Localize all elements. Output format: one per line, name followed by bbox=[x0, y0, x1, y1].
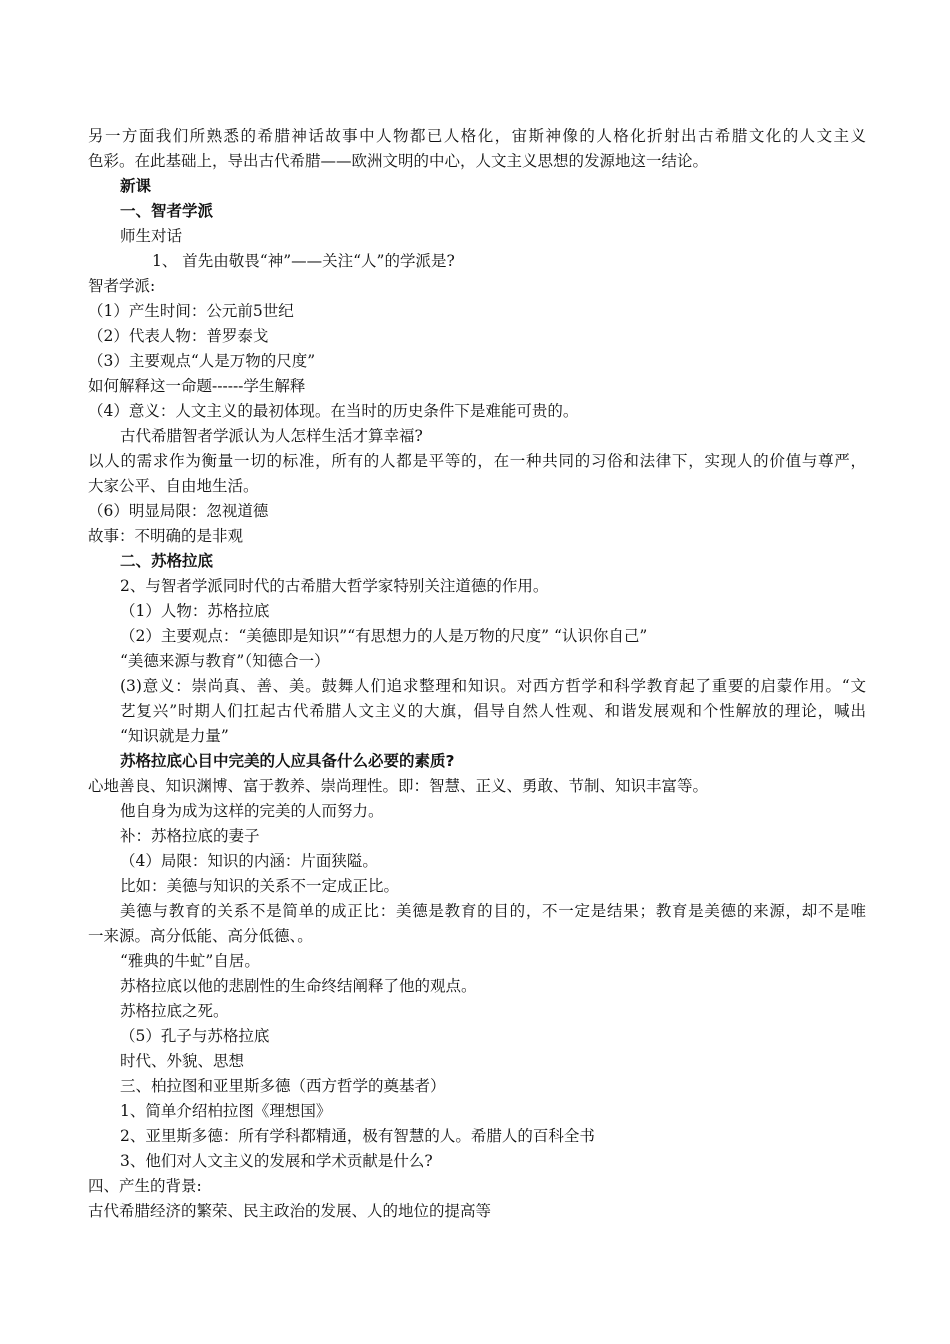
list-item: （1）产生时间：公元前5世纪 bbox=[88, 302, 294, 320]
list-item: （4）意义：人文主义的最初体现。在当时的历史条件下是难能可贵的。 bbox=[88, 402, 579, 420]
paragraph-line: 色彩。在此基础上，导出古代希腊——欧洲文明的中心，人文主义思想的发源地这一结论。 bbox=[88, 152, 709, 170]
list-item: （6）明显局限：忽视道德 bbox=[88, 502, 269, 520]
paragraph-line: 智者学派: bbox=[88, 277, 156, 295]
paragraph-line: 他自身为成为这样的完美的人而努力。 bbox=[120, 802, 384, 820]
question-line: 1、 首先由敬畏“神”——关注“人”的学派是? bbox=[152, 252, 455, 270]
paragraph-line: 故事：不明确的是非观 bbox=[88, 527, 244, 545]
list-item: （1）人物：苏格拉底 bbox=[120, 602, 270, 620]
paragraph-line: 一来源。高分低能、高分低德、。 bbox=[88, 927, 313, 945]
question-heading: 苏格拉底心目中完美的人应具备什么必要的素质? bbox=[120, 752, 455, 770]
list-item: 3、他们对人文主义的发展和学术贡献是什么? bbox=[120, 1152, 433, 1170]
section-heading: 四、产生的背景: bbox=[88, 1177, 202, 1195]
list-item: 2、亚里斯多德：所有学科都精通，极有智慧的人。希腊人的百科全书 bbox=[120, 1127, 595, 1145]
section-heading: 三、柏拉图和亚里斯多德（西方哲学的奠基者） bbox=[120, 1077, 446, 1095]
paragraph-line: 补：苏格拉底的妻子 bbox=[120, 827, 260, 845]
paragraph-line: 苏格拉底之死。 bbox=[120, 1002, 229, 1020]
paragraph-line: 以人的需求作为衡量一切的标准，所有的人都是平等的，在一种共同的习俗和法律下，实现人的价值与尊严， bbox=[88, 452, 866, 470]
paragraph-line: 古代希腊经济的繁荣、民主政治的发展、人的地位的提高等 bbox=[88, 1202, 492, 1220]
paragraph-line: 师生对话 bbox=[120, 227, 183, 245]
list-item: (3)意义：崇尚真、善、美。鼓舞人们追求整理和知识。对西方哲学和科学教育起了重要的启蒙作用。“文 bbox=[120, 677, 866, 695]
question-line: 2、与智者学派同时代的古希腊大哲学家特别关注道德的作用。 bbox=[120, 577, 549, 595]
paragraph-line: 另一方面我们所熟悉的希腊神话故事中人物都已人格化，宙斯神像的人格化折射出古希腊文化的人文主义 bbox=[88, 127, 866, 145]
paragraph-line: “雅典的牛虻”自居。 bbox=[120, 952, 260, 970]
paragraph-line: 苏格拉底以他的悲剧性的生命终结阐释了他的观点。 bbox=[120, 977, 477, 995]
section-heading: 一、智者学派 bbox=[120, 202, 214, 220]
paragraph-line: 心地善良、知识渊博、富于教养、崇尚理性。即：智慧、正义、勇敢、节制、知识丰富等。 bbox=[88, 777, 709, 795]
paragraph-line: “美德来源与教育”（知德合一） bbox=[120, 652, 330, 670]
paragraph-line: 比如：美德与知识的关系不一定成正比。 bbox=[120, 877, 400, 895]
paragraph-line: 艺复兴”时期人们扛起古代希腊人文主义的大旗，倡导自然人性观、和谐发展观和个性解放的理论，喊出 bbox=[120, 702, 866, 720]
question-line: 古代希腊智者学派认为人怎样生活才算幸福? bbox=[120, 427, 423, 445]
list-item: 1、简单介绍柏拉图《理想国》 bbox=[120, 1102, 332, 1120]
list-item: （2）主要观点：“美德即是知识”“有思想力的人是万物的尺度” “认识你自己” bbox=[120, 627, 648, 645]
section-heading: 二、苏格拉底 bbox=[120, 552, 214, 570]
list-item: （4）局限：知识的内涵：片面狭隘。 bbox=[120, 852, 378, 870]
list-item: （2）代表人物：普罗泰戈 bbox=[88, 327, 269, 345]
paragraph-line: 时代、外貌、思想 bbox=[120, 1052, 245, 1070]
section-heading: 新课 bbox=[120, 177, 152, 195]
paragraph-line: “知识就是力量” bbox=[120, 727, 229, 745]
list-item: （3）主要观点“人是万物的尺度” bbox=[88, 352, 316, 370]
paragraph-line: 如何解释这一命题------学生解释 bbox=[88, 377, 306, 395]
list-item: （5）孔子与苏格拉底 bbox=[120, 1027, 270, 1045]
paragraph-line: 美德与教育的关系不是简单的成正比：美德是教育的目的，不一定是结果；教育是美德的来源，却不是唯 bbox=[120, 902, 866, 920]
paragraph-line: 大家公平、自由地生活。 bbox=[88, 477, 259, 495]
